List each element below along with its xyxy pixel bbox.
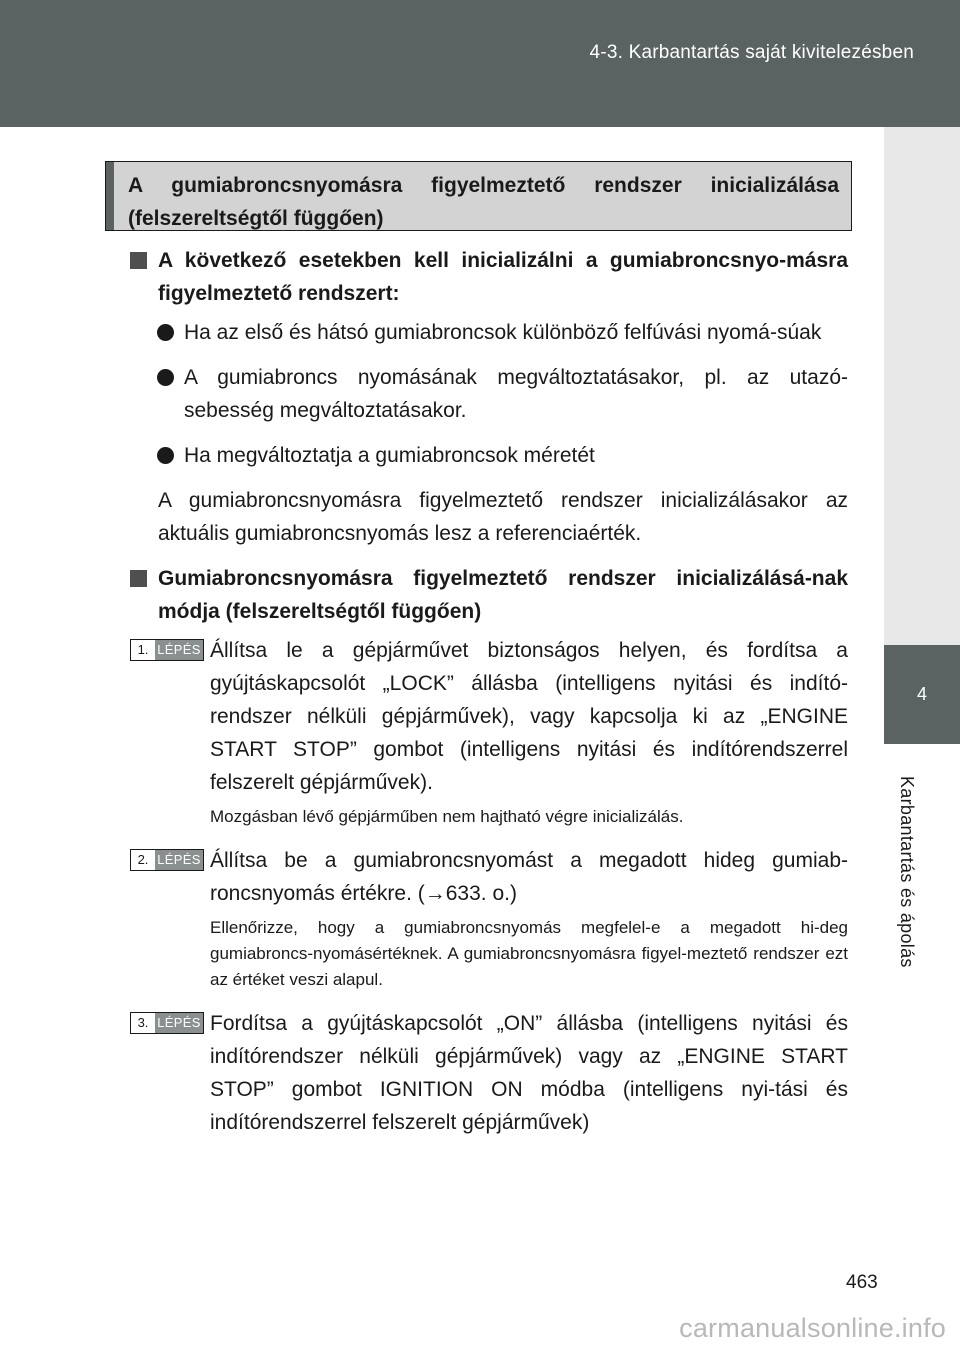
step-note: Ellenőrizze, hogy a gumiabroncsnyomás megfelel-e a megadott hi-deg gumiabroncs-nyomásértéknek. A gumiabroncsnyomásra figyel-meztető rendszer ezt az értéket veszi alapul. [210,918,848,989]
side-rail [884,127,960,645]
watermark: carmanualsonline.info [679,1313,946,1343]
step-number: 2. [131,850,155,870]
section-heading-text: Gumiabroncsnyomásra figyelmeztető rendszer inicializálásá-nak módja (felszereltségtől függően) [158,567,848,623]
title-text: A gumiabroncsnyomásra figyelmeztető rendszer inicializálása (felszereltségtől függően) [128,174,839,230]
step-badge [130,1012,204,1034]
step-number: 3. [131,1013,155,1033]
chapter-tab [884,645,960,744]
step-1 [130,634,848,830]
list-item-text: A gumiabroncs nyomásának megváltoztatásakor, pl. az utazó-sebesség megváltoztatásakor. [184,366,848,422]
step-3 [130,1007,848,1139]
section-title: 4-3. Karbantartás saját kivitelezésben [589,42,914,63]
round-bullet-icon [157,447,174,464]
square-bullet-icon [130,570,147,587]
list-item [130,439,848,472]
square-bullet-icon [130,252,147,269]
list-item-text: Ha megváltoztatja a gumiabroncsok méretét [184,444,595,467]
content [130,244,848,1153]
step-label: LÉPÉS [155,1013,203,1033]
step-number: 1. [131,640,155,660]
step-text: Állítsa le a gépjárművet biztonságos helyen, és fordítsa a gyújtáskapcsolót „LOCK” állásba (intelligens nyitási és indító-rendszer nélküli gépjárművek), vagy kapcsolja ki az „ENGINE START STOP” gombot (intelligens nyitási és indítórendszerrel felszerelt gépjárművek). [210,639,848,794]
step-label: LÉPÉS [155,640,203,660]
list-item-text: Ha az első és hátsó gumiabroncsok különböző felfúvási nyomá-súak [184,321,822,344]
page-number: 463 [846,1272,878,1293]
step-note: Mozgásban lévő gépjárműben nem hajtható végre inicializálás. [210,807,684,826]
step-2 [130,844,848,993]
step-badge [130,849,204,871]
step-label: LÉPÉS [155,850,203,870]
step-badge [130,639,204,661]
section-heading [130,244,848,310]
body-paragraph: A gumiabroncsnyomásra figyelmeztető rendszer inicializálásakor az aktuális gumiabroncsnyomás lesz a referenciaérték. [158,489,848,545]
title-box [105,161,852,231]
list-item [130,316,848,349]
round-bullet-icon [157,369,174,386]
chapter-label: Karbantartás és ápolás [897,776,917,968]
step-text: Fordítsa a gyújtáskapcsolót „ON” állásba (intelligens nyitási és indítórendszer nélküli gépjárművek) vagy az „ENGINE START STOP” gombot IGNITION ON módba (intelligens nyi-tási és indítórendszerrel felszerelt gépjárművek) [210,1012,848,1134]
section-heading-text: A következő esetekben kell inicializálni a gumiabroncsnyo-másra figyelmeztető rendszert: [158,249,848,305]
list-item [130,361,848,427]
header-band [0,0,960,127]
round-bullet-icon [157,324,174,341]
section-heading [130,562,848,628]
step-text: Állítsa be a gumiabroncsnyomást a megadott hideg gumiab-roncsnyomás értékre. (→633. o.) [210,849,848,905]
chapter-number: 4 [916,684,927,704]
